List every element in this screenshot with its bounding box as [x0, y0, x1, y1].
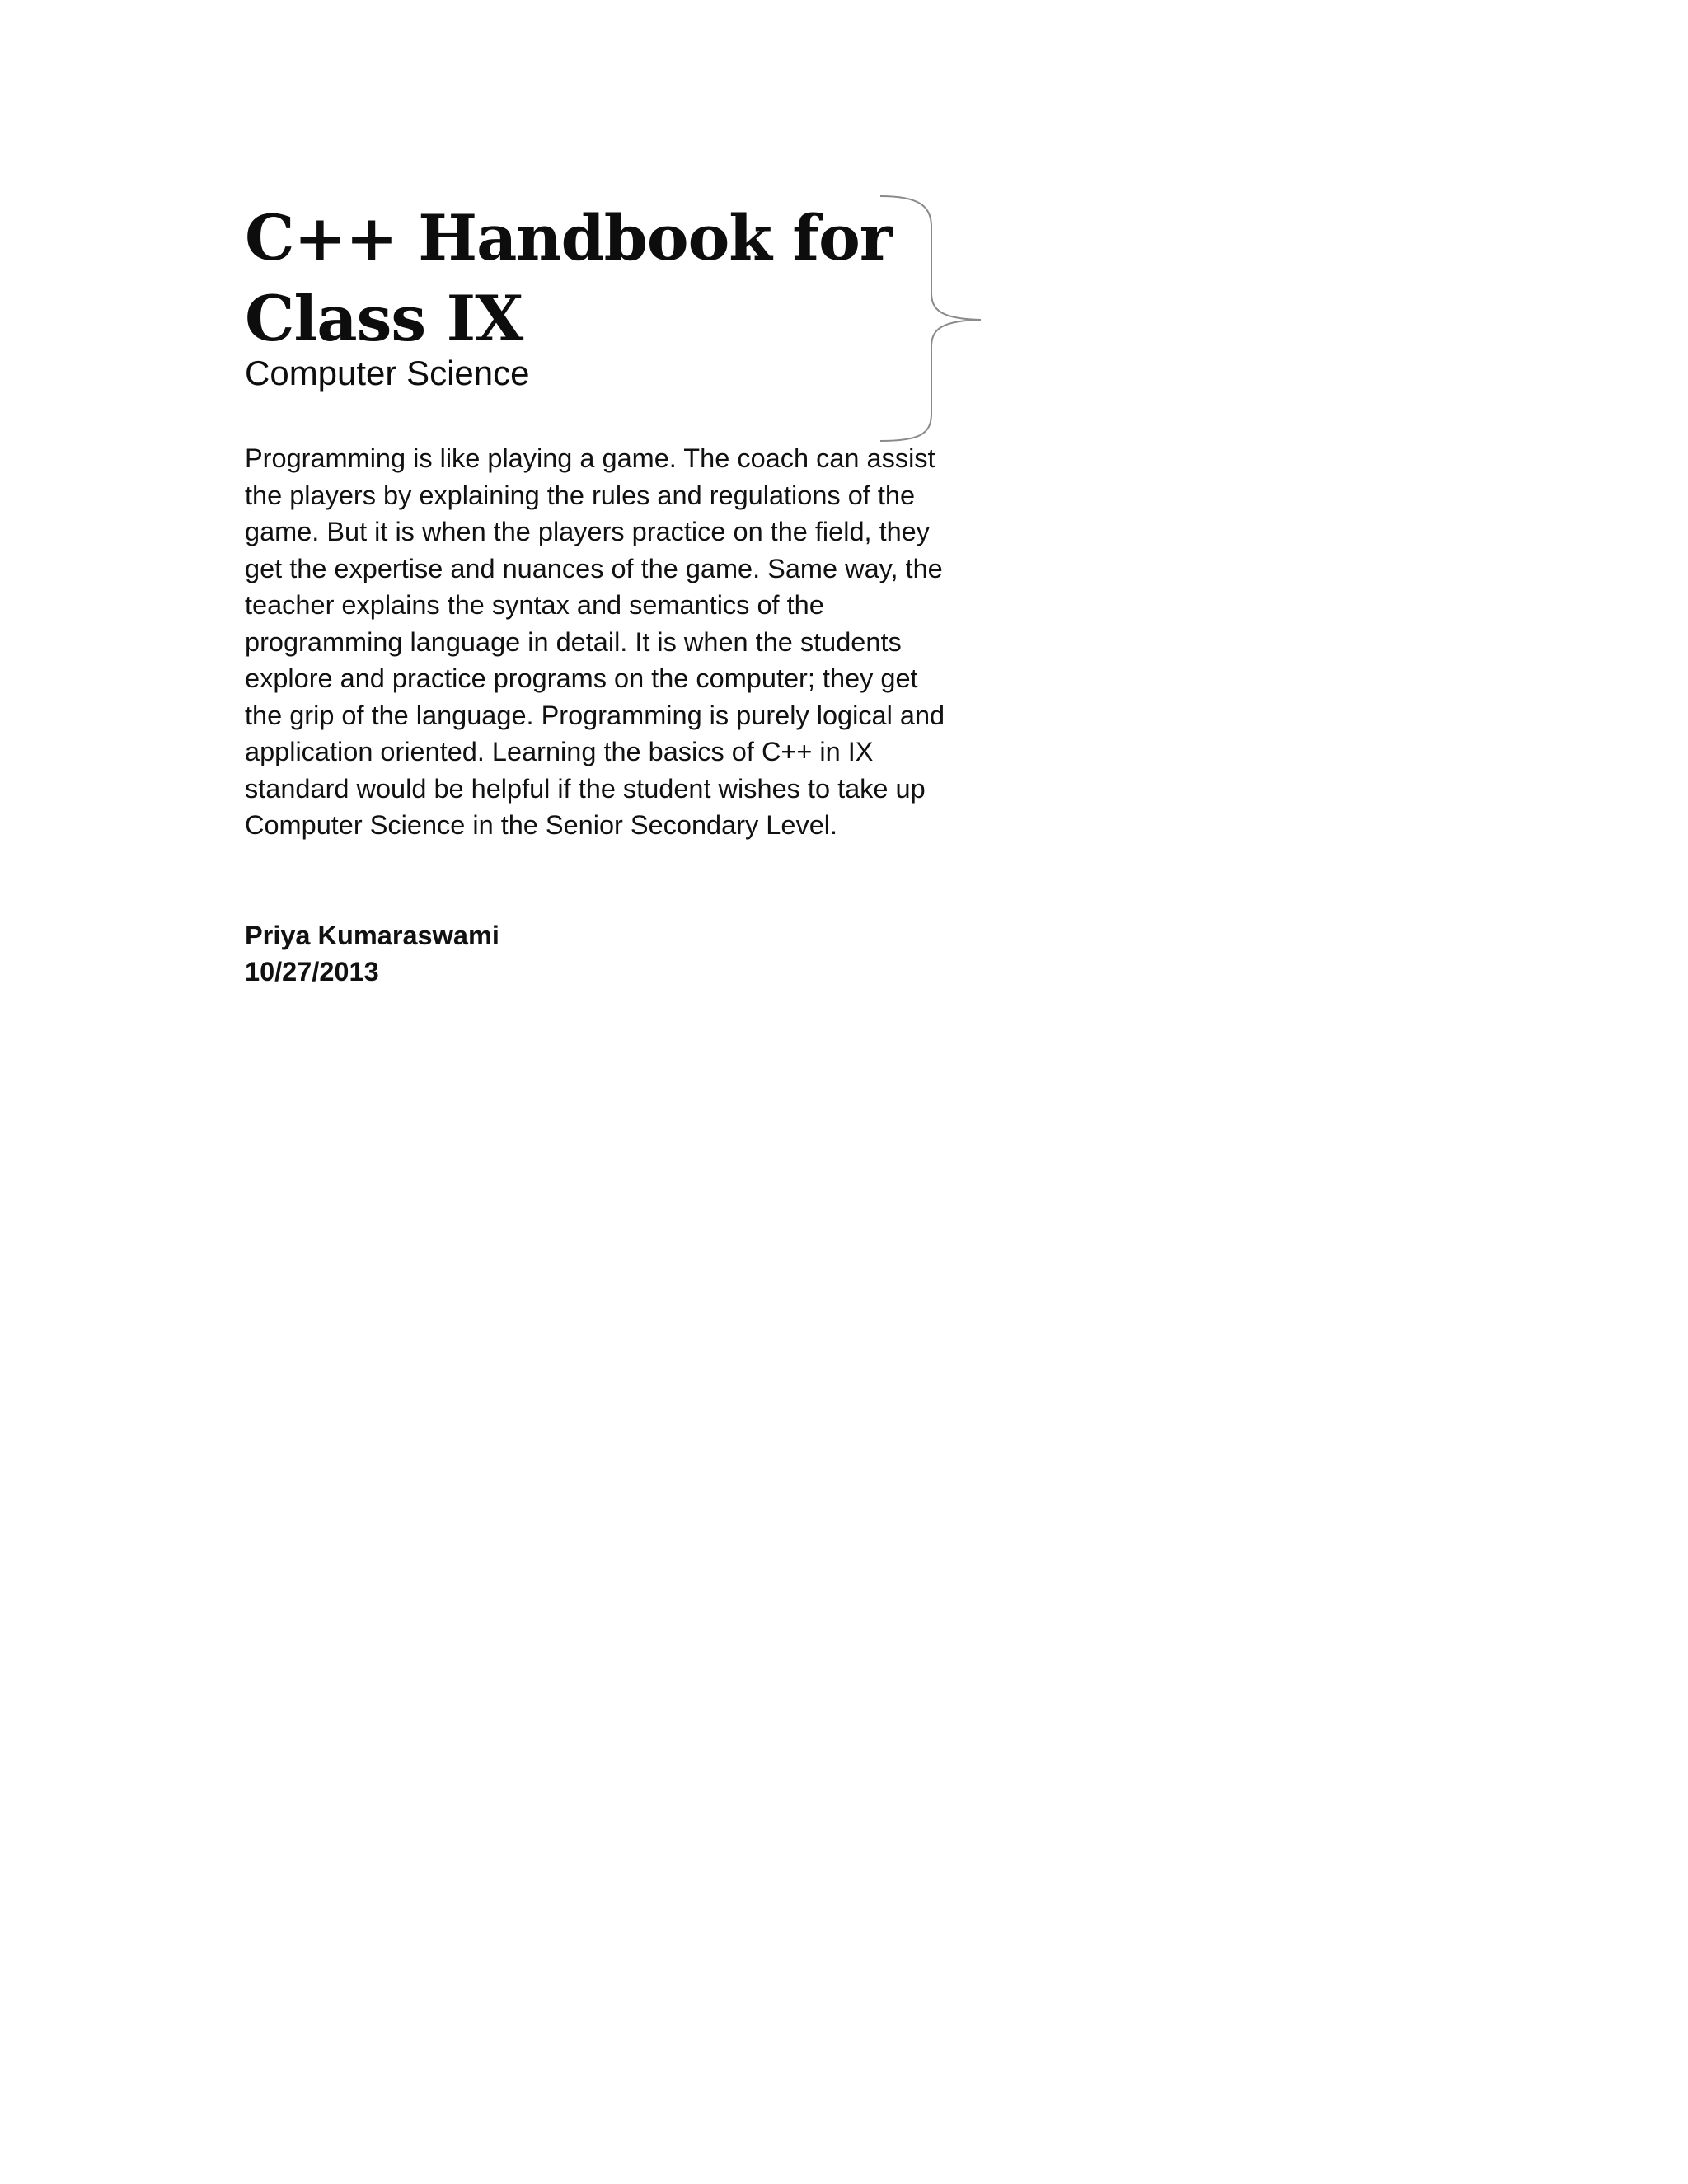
curly-brace-decoration — [874, 190, 989, 445]
document-subtitle: Computer Science — [245, 354, 530, 392]
document-title: C++ Handbook for Class IX — [245, 201, 892, 355]
publication-date: 10/27/2013 — [245, 957, 379, 987]
author-name: Priya Kumaraswami — [245, 921, 499, 950]
abstract-paragraph: Programming is like playing a game. The coach can assist the players by explaining the rules and regulations of the game. But it is when the players practice on the field, they get the expertise and nuances of the game. Same way, the teacher explains the syntax and semantics of the programming language in detail. It is when the students explore and practice programs on the computer; they get the grip of the language. Programming is purely logical and application oriented. Learning the basics of C++ in IX standard would be helpful if the student wishes to take up Computer Science in the Senior Secondary Level. — [245, 443, 945, 840]
